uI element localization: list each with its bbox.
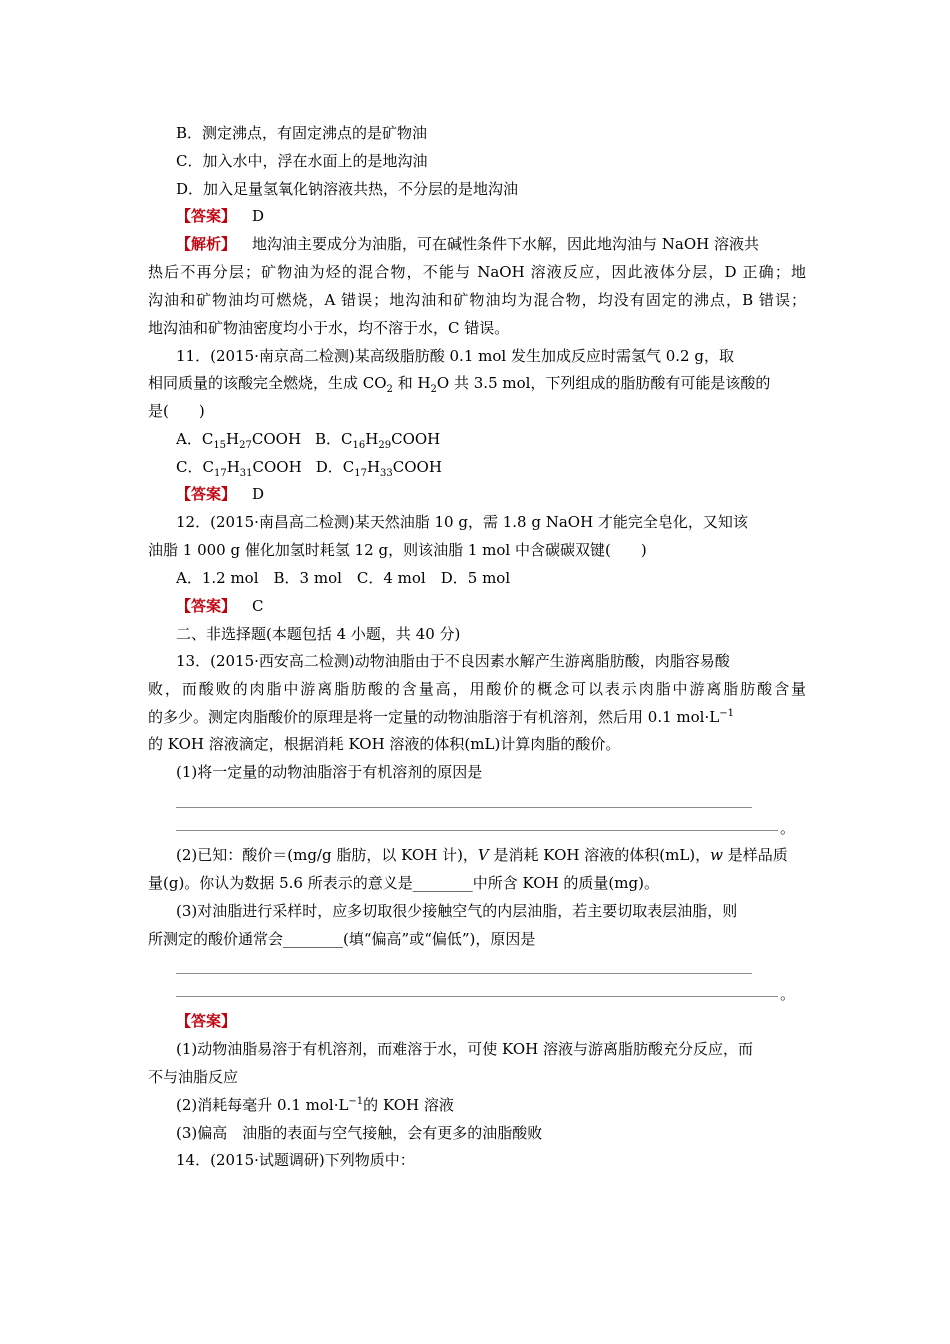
q10-analysis-text-1: 地沟油主要成分为油脂，可在碱性条件下水解，因此地沟油与 NaOH 溶液共 [252, 235, 760, 253]
q13-sub2-part: (2)已知：酸价＝(mg/g 脂肪，以 KOH 计)， [176, 846, 478, 864]
answer-tag: 【答案】 [176, 207, 237, 225]
formula-part: C．C [176, 458, 214, 476]
q11-options-cd [176, 457, 442, 477]
subscript: 29 [378, 440, 392, 451]
period-mark: 。 [780, 819, 796, 837]
subscript: 31 [239, 468, 253, 479]
formula-part: H [226, 458, 240, 476]
q13-subquestion-2-line-1 [176, 845, 788, 865]
q13-ans2-part: (2)消耗每毫升 0.1 mol·L [176, 1096, 349, 1114]
superscript: −1 [348, 1096, 364, 1107]
subscript: 2 [386, 384, 393, 395]
answer-blank-line [176, 830, 778, 831]
subscript: 17 [213, 468, 227, 479]
q10-option-c: C．加入水中，浮在水面上的是地沟油 [176, 152, 428, 170]
formula-part: COOH [251, 430, 302, 448]
q10-answer-line [176, 206, 264, 226]
formula-part: H [366, 458, 381, 476]
q10-analysis-line-1 [176, 234, 759, 254]
q13-stem-part: 的多少。测定肉脂酸价的原理是将一定量的动物油脂溶于有机溶剂，然后用 0.1 mol·L [148, 708, 720, 726]
q10-option-d: D．加入足量氢氧化钠溶液共热，不分层的是地沟油 [176, 180, 519, 198]
formula-part: A．C [176, 430, 214, 448]
formula-part: H [226, 430, 240, 448]
answer-blank-line [176, 807, 752, 808]
q13-stem-line-4: 的 KOH 溶液滴定，根据消耗 KOH 溶液的体积(mL)计算肉脂的酸价。 [148, 735, 621, 753]
q13-answer-1-line-2: 不与油脂反应 [148, 1068, 239, 1086]
variable-w: w [710, 846, 723, 864]
answer-tag: 【答案】 [176, 597, 237, 615]
formula-part: COOH [391, 430, 441, 448]
q13-stem-line-2: 败，而酸败的肉脂中游离脂肪酸的含量高，用酸价的概念可以表示肉脂中游离脂肪酸含量 [148, 680, 806, 698]
q11-stem-part: 和 H [392, 374, 431, 392]
answer-tag: 【答案】 [176, 1012, 237, 1030]
superscript: −1 [719, 708, 734, 719]
q13-subquestion-3-line-2: 所测定的酸价通常会________(填“偏高”或“偏低”)，原因是 [148, 930, 536, 948]
q10-analysis-line-4: 地沟油和矿物油密度均小于水，均不溶于水，C 错误。 [148, 319, 510, 337]
q11-stem-line-1: 11．(2015·南京高二检测)某高级脂肪酸 0.1 mol 发生加成反应时需氢气 0.2 g，取 [176, 347, 734, 365]
subscript: 17 [354, 468, 367, 479]
subscript: 33 [380, 468, 393, 479]
q11-answer: D [252, 485, 265, 503]
q11-answer-line [176, 484, 264, 504]
formula-part: D．C [315, 458, 355, 476]
q14-stem-line-1: 14．(2015·试题调研)下列物质中： [176, 1151, 415, 1169]
formula-part: B．C [315, 430, 353, 448]
q13-subquestion-3-line-1: (3)对油脂进行采样时，应多切取很少接触空气的内层油脂，若主要切取表层油脂，则 [176, 902, 738, 920]
period-mark: 。 [780, 985, 796, 1003]
q12-stem-line-1: 12．(2015·南昌高二检测)某天然油脂 10 g，需 1.8 g NaOH 才能完全皂化，又知该 [176, 513, 748, 531]
q12-answer-line [176, 596, 264, 616]
q13-subquestion-2-line-2: 量(g)。你认为数据 5.6 所表示的意义是________中所含 KOH 的质量(mg)。 [148, 874, 659, 892]
q11-stem-part: O 共 3.5 mol，下列组成的脂肪酸有可能是该酸的 [436, 374, 771, 392]
formula-part: H [365, 430, 379, 448]
subscript: 2 [430, 384, 437, 395]
q10-analysis-line-3: 沟油和矿物油均可燃烧，A 错误；地沟油和矿物油均为混合物，均没有固定的沸点，B 错误； [148, 291, 806, 309]
section-heading: 二、非选择题(本题包括 4 小题，共 40 分) [176, 625, 461, 643]
q13-answer-tag-line [176, 1011, 236, 1031]
q10-answer: D [252, 207, 265, 225]
subscript: 27 [239, 440, 252, 451]
answer-tag: 【答案】 [176, 485, 237, 503]
q11-stem-line-2 [148, 373, 770, 393]
q13-stem-line-3 [148, 707, 734, 727]
q13-answer-2 [176, 1095, 454, 1115]
variable-v: V [477, 846, 489, 864]
q10-analysis-line-2: 热后不再分层；矿物油为烃的混合物，不能与 NaOH 溶液反应，因此液体分层，D 正确；地 [148, 263, 806, 281]
q13-sub2-part: 是消耗 KOH 溶液的体积(mL)， [488, 846, 711, 864]
answer-blank-line [176, 973, 752, 974]
formula-part: COOH [392, 458, 442, 476]
answer-blank-line [176, 996, 778, 997]
q10-option-b: B．测定沸点，有固定沸点的是矿物油 [176, 124, 428, 142]
q12-stem-line-2: 油脂 1 000 g 催化加氢时耗氢 12 g，则该油脂 1 mol 中含碳碳双键( ) [148, 541, 647, 559]
q11-stem-part: 相同质量的该酸完全燃烧，生成 CO [148, 374, 387, 392]
q13-stem-line-1: 13．(2015·西安高二检测)动物油脂由于不良因素水解产生游离脂肪酸，肉脂容易酸 [176, 652, 730, 670]
subscript: 15 [213, 440, 227, 451]
q13-answer-3: (3)偏高 油脂的表面与空气接触，会有更多的油脂酸败 [176, 1124, 543, 1142]
q11-options-ab [176, 429, 440, 449]
q12-options: A．1.2 mol B．3 mol C．4 mol D．5 mol [176, 569, 511, 587]
analysis-tag: 【解析】 [176, 235, 237, 253]
q11-stem-line-3: 是( ) [148, 402, 205, 420]
q13-subquestion-1: (1)将一定量的动物油脂溶于有机溶剂的原因是 [176, 763, 483, 781]
q13-answer-1-line-1: (1)动物油脂易溶于有机溶剂，而难溶于水，可使 KOH 溶液与游离脂肪酸充分反应，而 [176, 1040, 753, 1058]
q12-answer: C [252, 597, 264, 615]
q13-ans2-part: 的 KOH 溶液 [363, 1096, 454, 1114]
q13-sub2-part: 是样品质 [723, 846, 788, 864]
subscript: 16 [352, 440, 366, 451]
formula-part: COOH [252, 458, 302, 476]
